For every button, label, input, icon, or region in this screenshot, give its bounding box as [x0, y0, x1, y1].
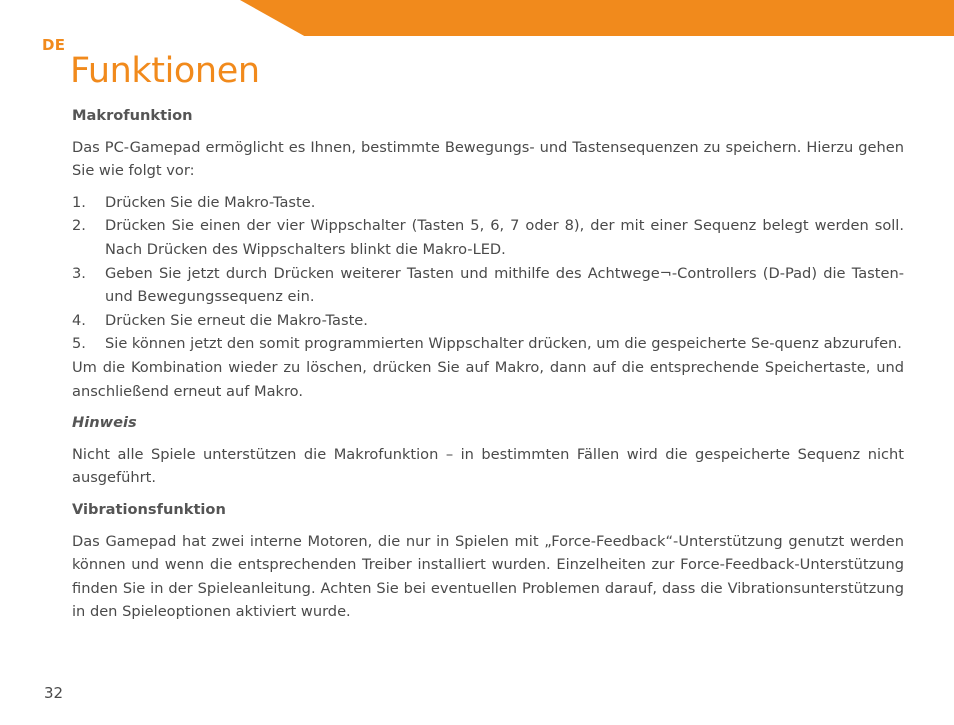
- list-item: [72, 214, 904, 261]
- step-number: 4.: [72, 311, 86, 329]
- macro-delete-text: Um die Kombination wieder zu löschen, drücken Sie auf Makro, dann auf die entsprechende Speichertaste, und anschließend erneut auf Makro.: [72, 358, 904, 400]
- step-number: 1.: [72, 193, 86, 211]
- header-band: [240, 0, 954, 36]
- step-text: Drücken Sie einen der vier Wippschalter (Tasten 5, 6, 7 oder 8), der mit einer Sequenz belegt werden soll. Nach Drücken des Wippschalters blinkt die Makro-LED.: [105, 217, 904, 258]
- step-text: Drücken Sie die Makro-Taste.: [105, 193, 316, 211]
- list-item: [72, 309, 904, 333]
- step-number: 2.: [72, 217, 86, 235]
- page-number: 32: [44, 684, 64, 702]
- page-title: Funktionen: [70, 51, 260, 91]
- step-text: Sie können jetzt den somit programmierten Wippschalter drücken, um die gespeicherte Se-quenz abzurufen.: [105, 335, 902, 353]
- macro-intro: Das PC-Gamepad ermöglicht es Ihnen, bestimmte Bewegungs- und Tastensequenzen zu speichern. Hierzu gehen Sie wie folgt vor:: [72, 138, 904, 180]
- vibration-text: Das Gamepad hat zwei interne Motoren, die nur in Spielen mit „Force-Feedback“-Unterstützung genutzt werden können und wenn die entsprechenden Treiber installiert wurden. Einzelheiten zur Force-Feedback-Unterstützung finden Sie in der Spieleanleitung. Achten Sie bei eventuellen Problemen darauf, dass die Vibrationsunterstützung in den Spieleoptionen aktiviert wurde.: [72, 532, 904, 621]
- step-number: 5.: [72, 335, 86, 353]
- list-item: [72, 332, 904, 356]
- macro-heading: Makrofunktion: [72, 107, 193, 124]
- list-item: [72, 191, 904, 215]
- list-item: [72, 262, 904, 309]
- note-text: Nicht alle Spiele unterstützen die Makrofunktion – in bestimmten Fällen wird die gespeicherte Sequenz nicht ausgeführt.: [72, 445, 904, 487]
- step-number: 3.: [72, 264, 86, 282]
- language-label: DE: [42, 36, 66, 54]
- note-heading: Hinweis: [72, 414, 137, 432]
- step-text: Drücken Sie erneut die Makro-Taste.: [105, 311, 368, 329]
- macro-steps: [72, 191, 904, 356]
- vibration-heading: Vibrationsfunktion: [72, 500, 226, 518]
- page-content: [72, 104, 904, 624]
- step-text: Geben Sie jetzt durch Drücken weiterer Tasten und mithilfe des Achtwege¬-Controllers (D-Pad) die Tasten- und Bewegungssequenz ein.: [105, 264, 904, 306]
